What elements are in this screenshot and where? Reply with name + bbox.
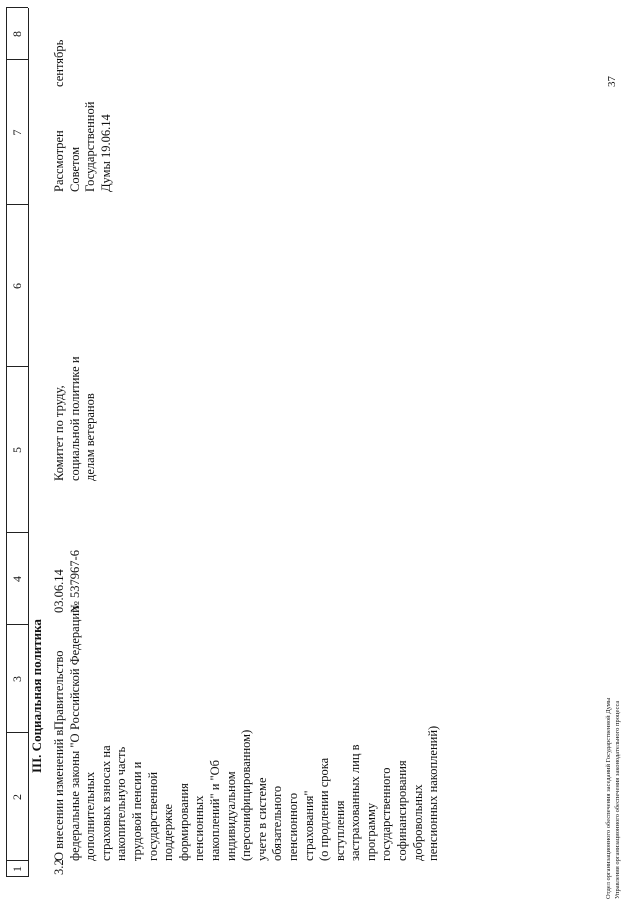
- column-number-4: 4: [10, 576, 24, 582]
- status: Рассмотрен Советом Государственной Думы 19.06.14: [52, 101, 113, 192]
- column-number-3: 3: [10, 676, 24, 682]
- section-heading: III. Социальная политика: [29, 619, 44, 773]
- footer-text: Отдел организационного обеспечения заседаний Государственной Думы Управления организационного обеспечения законодательного процесса: [605, 697, 621, 899]
- column-number-1: 1: [10, 866, 24, 872]
- schedule-month: сентябрь: [52, 39, 66, 87]
- column-number-2: 2: [10, 794, 24, 800]
- page-number: 37: [606, 76, 618, 87]
- bill-title: О внесении изменений в федеральные законы "О дополнительных страховых взносах на накопительную часть трудовой пенсии и государственной поддержке формирования пенсионных накоплений" и "Об индивидуальном (персонифицированном) учете в системе обязательного пенсионного страхования" (о продлении срока вступления застрахованных лиц в программу государственного софинансирования добровольных пенсионных накоплений): [52, 725, 441, 861]
- bill-title-line: добровольных: [410, 784, 425, 861]
- registration: 03.06.14 № 537967-6: [52, 550, 82, 613]
- column-number-6: 6: [10, 283, 24, 289]
- committee: Комитет по труду, социальной политике и делам ветеранов: [52, 356, 98, 481]
- column-number-7: 7: [10, 129, 24, 136]
- bill-title-line: пенсионных накоплений): [426, 725, 441, 861]
- author: Правительство Российской Федерации: [52, 606, 82, 730]
- row-number: 3.2: [52, 859, 66, 875]
- column-number-8: 8: [10, 31, 24, 37]
- column-number-5: 5: [10, 447, 24, 453]
